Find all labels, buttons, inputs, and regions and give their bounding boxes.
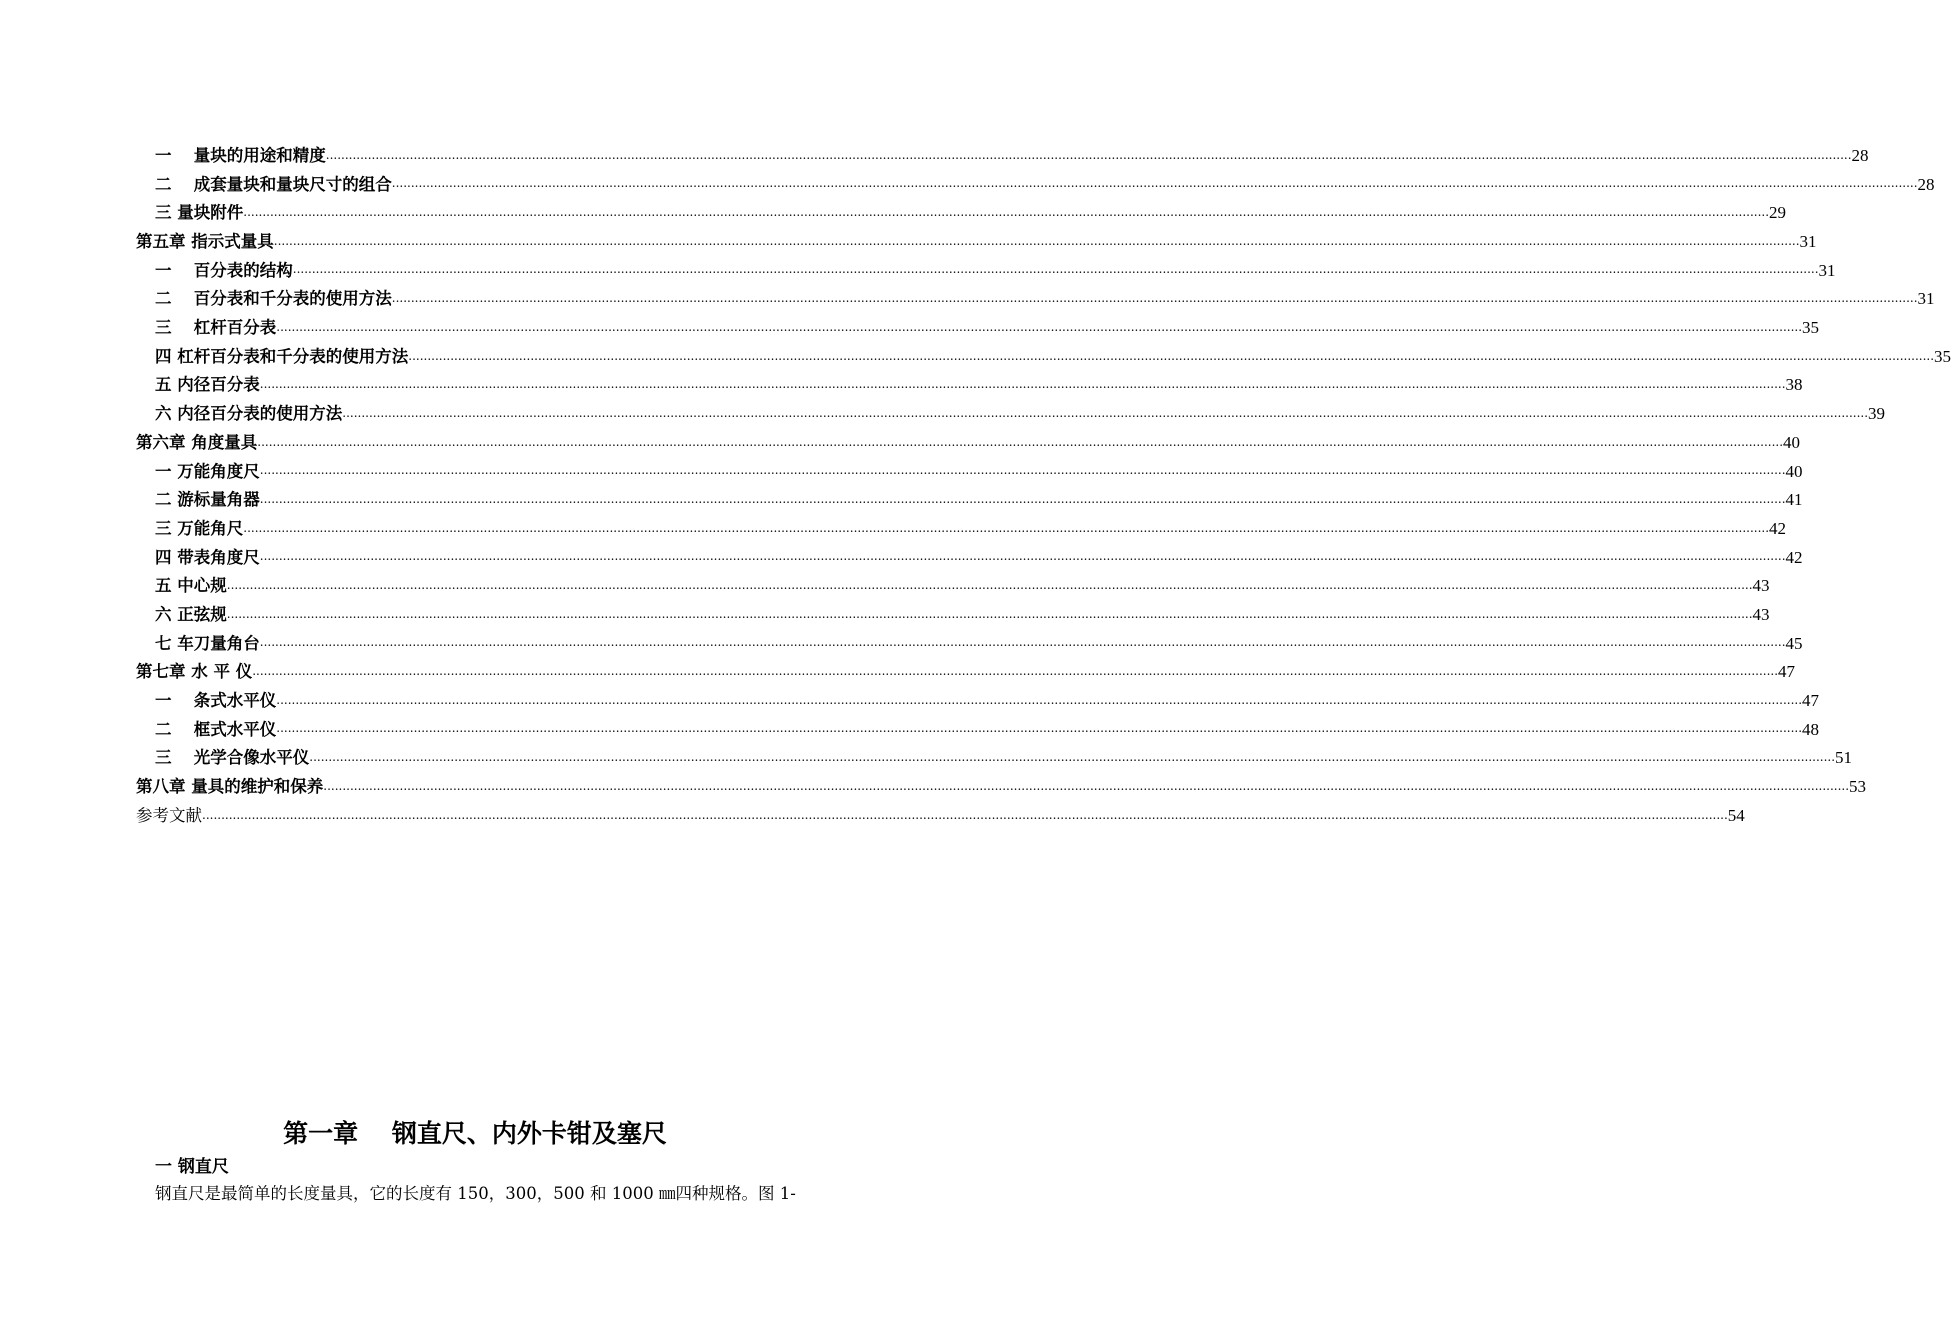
toc-entry-label: 五 内径百分表 xyxy=(155,375,260,395)
toc-page-number: 54 xyxy=(1727,805,1745,825)
toc-page-number: 53 xyxy=(1849,777,1867,797)
toc-entry-label: 五 中心规 xyxy=(155,576,227,596)
toc-dot-leader: ................................................................................................................................................................................................................................................................................................................................................................................................................ xyxy=(408,348,1935,363)
toc-dot-leader: ................................................................................................................................................................................................................................................................................................................................................................................................................ xyxy=(259,549,1786,564)
toc-entry-label: 三 量块附件 xyxy=(155,203,244,223)
toc-entry-label: 三 光学合像水平仪 xyxy=(155,748,310,768)
toc-entry[interactable] xyxy=(136,773,1867,802)
table-of-contents xyxy=(136,142,1951,831)
toc-page-number: 45 xyxy=(1785,633,1803,653)
toc-entry[interactable] xyxy=(136,372,1803,401)
toc-entry-label: 二 框式水平仪 xyxy=(155,719,277,739)
toc-dot-leader: ................................................................................................................................................................................................................................................................................................................................................................................................................ xyxy=(273,233,1800,248)
toc-entry[interactable] xyxy=(136,515,1787,544)
toc-entry[interactable] xyxy=(136,343,1951,372)
toc-entry[interactable] xyxy=(136,400,1886,429)
toc-page-number: 28 xyxy=(1851,145,1869,165)
toc-page-number: 31 xyxy=(1799,232,1817,252)
toc-dot-leader: ................................................................................................................................................................................................................................................................................................................................................................................................................ xyxy=(323,778,1850,793)
toc-entry[interactable] xyxy=(136,716,1820,745)
toc-entry-label: 一 量块的用途和精度 xyxy=(155,145,326,165)
toc-dot-leader: ................................................................................................................................................................................................................................................................................................................................................................................................................ xyxy=(276,721,1803,736)
toc-dot-leader: ................................................................................................................................................................................................................................................................................................................................................................................................................ xyxy=(226,606,1753,621)
toc-page-number: 38 xyxy=(1785,375,1803,395)
toc-entry-label: 第八章 量具的维护和保养 xyxy=(136,777,324,797)
toc-entry[interactable] xyxy=(136,486,1803,515)
toc-dot-leader: ................................................................................................................................................................................................................................................................................................................................................................................................................ xyxy=(243,520,1770,535)
toc-entry[interactable] xyxy=(136,314,1820,343)
toc-entry-label: 参考文献 xyxy=(136,805,202,825)
toc-page-number: 31 xyxy=(1818,260,1836,280)
toc-page-number: 48 xyxy=(1802,719,1820,739)
toc-dot-leader: ................................................................................................................................................................................................................................................................................................................................................................................................................ xyxy=(259,377,1786,392)
toc-entry-label: 六 内径百分表的使用方法 xyxy=(155,404,343,424)
toc-dot-leader: ................................................................................................................................................................................................................................................................................................................................................................................................................ xyxy=(342,405,1869,420)
toc-entry[interactable] xyxy=(136,228,1817,257)
toc-page-number: 29 xyxy=(1769,203,1787,223)
toc-entry[interactable] xyxy=(136,802,1745,831)
toc-entry-label: 二 游标量角器 xyxy=(155,490,260,510)
toc-page-number: 40 xyxy=(1785,461,1803,481)
toc-dot-leader: ................................................................................................................................................................................................................................................................................................................................................................................................................ xyxy=(243,205,1770,220)
toc-entry[interactable] xyxy=(136,544,1803,573)
toc-page-number: 42 xyxy=(1785,547,1803,567)
toc-entry-label: 一 条式水平仪 xyxy=(155,691,277,711)
toc-entry[interactable] xyxy=(136,171,1935,200)
toc-entry-label: 二 百分表和千分表的使用方法 xyxy=(155,289,392,309)
toc-page-number: 31 xyxy=(1917,289,1935,309)
toc-entry[interactable] xyxy=(136,199,1787,228)
toc-dot-leader: ................................................................................................................................................................................................................................................................................................................................................................................................................ xyxy=(259,635,1786,650)
toc-entry-label: 二 成套量块和量块尺寸的组合 xyxy=(155,174,392,194)
toc-dot-leader: ................................................................................................................................................................................................................................................................................................................................................................................................................ xyxy=(259,491,1786,506)
toc-dot-leader: ................................................................................................................................................................................................................................................................................................................................................................................................................ xyxy=(276,319,1803,334)
toc-entry-label: 一 万能角度尺 xyxy=(155,461,260,481)
toc-page-number: 51 xyxy=(1835,748,1853,768)
toc-entry-label: 四 带表角度尺 xyxy=(155,547,260,567)
toc-dot-leader: ................................................................................................................................................................................................................................................................................................................................................................................................................ xyxy=(309,750,1836,765)
toc-page-number: 28 xyxy=(1917,174,1935,194)
toc-entry-label: 第六章 角度量具 xyxy=(136,432,258,452)
toc-entry-label: 第七章 水 平 仪 xyxy=(136,662,253,682)
toc-page-number: 42 xyxy=(1769,518,1787,538)
toc-entry-label: 四 杠杆百分表和千分表的使用方法 xyxy=(155,346,409,366)
toc-entry[interactable] xyxy=(136,285,1935,314)
toc-entry-label: 第五章 指示式量具 xyxy=(136,232,274,252)
toc-entry-label: 一 百分表的结构 xyxy=(155,260,293,280)
toc-entry[interactable] xyxy=(136,257,1836,286)
toc-entry[interactable] xyxy=(136,601,1770,630)
toc-page-number: 35 xyxy=(1934,346,1951,366)
toc-entry-label: 六 正弦规 xyxy=(155,604,227,624)
toc-entry[interactable] xyxy=(136,630,1803,659)
toc-entry[interactable] xyxy=(136,744,1853,773)
toc-entry[interactable] xyxy=(136,572,1770,601)
toc-page-number: 35 xyxy=(1802,318,1820,338)
toc-dot-leader: ................................................................................................................................................................................................................................................................................................................................................................................................................ xyxy=(259,463,1786,478)
toc-dot-leader: ................................................................................................................................................................................................................................................................................................................................................................................................................ xyxy=(226,578,1753,592)
toc-entry-label: 七 车刀量角台 xyxy=(155,633,260,653)
chapter-title: 第一章 钢直尺、内外卡钳及塞尺 xyxy=(283,1119,667,1148)
toc-dot-leader: ................................................................................................................................................................................................................................................................................................................................................................................................................ xyxy=(257,434,1784,449)
toc-dot-leader: ................................................................................................................................................................................................................................................................................................................................................................................................................ xyxy=(276,692,1803,707)
toc-page-number: 39 xyxy=(1868,404,1886,424)
toc-entry-label: 三 杠杆百分表 xyxy=(155,318,277,338)
toc-dot-leader: ................................................................................................................................................................................................................................................................................................................................................................................................................ xyxy=(391,291,1918,306)
toc-entry[interactable] xyxy=(136,142,1869,171)
toc-dot-leader: ................................................................................................................................................................................................................................................................................................................................................................................................................ xyxy=(391,176,1918,191)
toc-entry-label: 三 万能角尺 xyxy=(155,518,244,538)
toc-dot-leader: ................................................................................................................................................................................................................................................................................................................................................................................................................ xyxy=(292,262,1819,277)
toc-entry[interactable] xyxy=(136,687,1820,716)
toc-page-number: 47 xyxy=(1778,662,1796,682)
toc-page-number: 40 xyxy=(1783,432,1801,452)
toc-entry[interactable] xyxy=(136,658,1796,687)
toc-entry[interactable] xyxy=(136,458,1803,487)
section-title: 一 钢直尺 xyxy=(155,1157,229,1177)
toc-page-number: 41 xyxy=(1785,490,1803,510)
toc-dot-leader: ................................................................................................................................................................................................................................................................................................................................................................................................................ xyxy=(252,664,1779,679)
body-paragraph: 钢直尺是最简单的长度量具，它的长度有 150，300，500 和 1000 ㎜四种规格。图 1- xyxy=(155,1184,796,1203)
toc-dot-leader: ................................................................................................................................................................................................................................................................................................................................................................................................................ xyxy=(325,147,1852,162)
toc-page-number: 43 xyxy=(1752,576,1770,596)
toc-page-number: 47 xyxy=(1802,691,1820,711)
toc-dot-leader: ................................................................................................................................................................................................................................................................................................................................................................................................................ xyxy=(202,807,1728,822)
toc-page-number: 43 xyxy=(1752,604,1770,624)
toc-entry[interactable] xyxy=(136,429,1801,458)
